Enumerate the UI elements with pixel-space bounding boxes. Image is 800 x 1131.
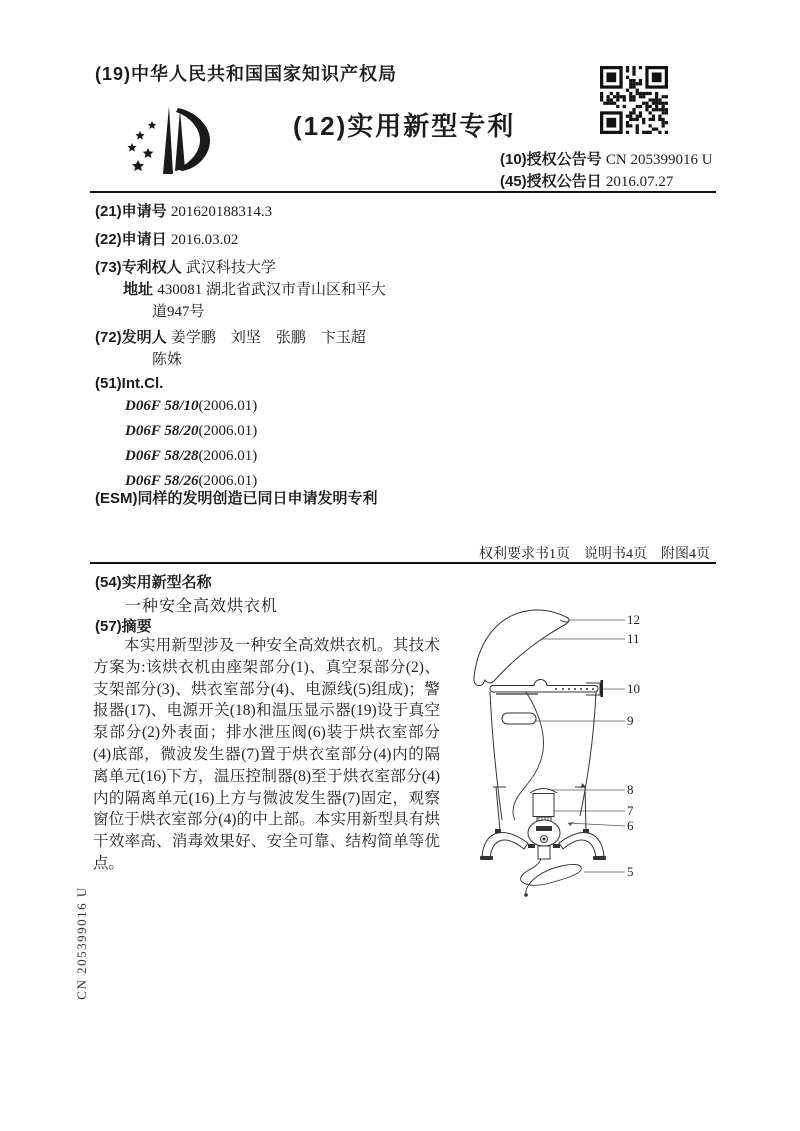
figure-callout: 7: [627, 803, 634, 818]
patent-office-name: (19)中华人民共和国国家知识产权局: [95, 64, 398, 84]
address-value: 430081 湖北省武汉市青山区和平大: [157, 282, 386, 298]
ipc-year: (2006.01): [198, 398, 258, 414]
address-row-2: [152, 300, 205, 321]
ipc-code: D06F 58/26: [125, 473, 199, 489]
qr-code: [600, 66, 668, 134]
address-row: [123, 278, 386, 299]
esm-note: [95, 487, 378, 508]
document-type-title: (12)实用新型专利: [293, 111, 516, 141]
figure-callout: 9: [627, 713, 634, 728]
address-value-2: 道947号: [152, 304, 205, 320]
inventors-value-2: 陈姝: [152, 352, 183, 368]
intcl-row: [95, 375, 163, 392]
invention-title-label: (54)实用新型名称: [95, 574, 212, 591]
application-date-row: [95, 228, 238, 249]
application-number-label: (21)申请号: [95, 203, 167, 220]
patentee-label: (73)专利权人: [95, 259, 182, 276]
section-divider: [90, 562, 716, 564]
application-number-row: [95, 200, 272, 221]
figure-callout: 8: [627, 782, 634, 797]
patent-figure: [438, 580, 718, 920]
inventors-row-2: [152, 348, 182, 369]
patentee-row: [95, 256, 276, 277]
figure-callout: 5: [627, 864, 634, 879]
patentee-value: 武汉科技大学: [185, 260, 276, 276]
header-divider: [90, 191, 716, 193]
ipc-code-row: [125, 423, 257, 440]
ipc-code-row: [125, 398, 257, 415]
pages-note: 权利要求书1页 说明书4页 附图4页: [479, 547, 710, 562]
publication-date-value: 2016.07.27: [605, 174, 674, 190]
ipc-code: D06F 58/20: [125, 423, 199, 439]
abstract-label: (57)摘要: [95, 618, 152, 635]
ipc-year: (2006.01): [198, 448, 258, 464]
publication-date-row: [500, 170, 673, 191]
application-date-label: (22)申请日: [95, 231, 167, 248]
address-label: 地址: [123, 281, 154, 298]
cnipa-logo-icon: [125, 98, 215, 186]
figure-callout: 6: [627, 818, 634, 833]
inventors-label: (72)发明人: [95, 329, 167, 346]
publication-number-row: [500, 148, 713, 169]
ipc-code-row: [125, 448, 257, 465]
publication-number-label: (10)授权公告号: [500, 151, 602, 168]
figure-callout: 10: [627, 681, 640, 696]
side-publication-code: CN 205399016 U: [74, 886, 89, 1000]
figure-callout: 12: [627, 612, 640, 627]
publication-date-label: (45)授权公告日: [500, 173, 602, 190]
ipc-year: (2006.01): [198, 473, 258, 489]
ipc-code: D06F 58/10: [125, 398, 199, 414]
application-number-value: 201620188314.3: [170, 204, 273, 220]
figure-callout: 11: [627, 631, 640, 646]
intcl-label: (51)Int.Cl.: [95, 375, 164, 392]
abstract-text: 本实用新型涉及一种安全高效烘衣机。其技术方案为:该烘衣机由座架部分(1)、真空泵部分(2)、支架部分(3)、烘衣室部分(4)、电源线(5)组成)；警报器(17)、电源开关(18)和温压显示器(19)设于真空泵部分(2)外表面；排水泄压阀(6)装于烘衣室部分(4)底部，微波发生器(7)置于烘衣室部分(4)内的隔离单元(16)下方，温压控制器(8)至于烘衣室部分(4)内的隔离单元(16)上方与微波发生器(7)固定，观察窗位于烘衣室部分(4)的中上部。本实用新型具有烘干效率高、消毒效果好、安全可靠、结构简单等优点。: [93, 637, 440, 872]
inventors-value: 姜学鹏 刘坚 张鹏 卞玉超: [170, 330, 366, 346]
publication-number-value: CN 205399016 U: [605, 152, 713, 168]
ipc-year: (2006.01): [198, 423, 258, 439]
ipc-code: D06F 58/28: [125, 448, 199, 464]
invention-title: 一种安全高效烘衣机: [125, 598, 279, 615]
inventors-row: [95, 326, 366, 347]
esm-note-text: (ESM)同样的发明创造已同日申请发明专利: [95, 490, 378, 507]
application-date-value: 2016.03.02: [170, 232, 239, 248]
